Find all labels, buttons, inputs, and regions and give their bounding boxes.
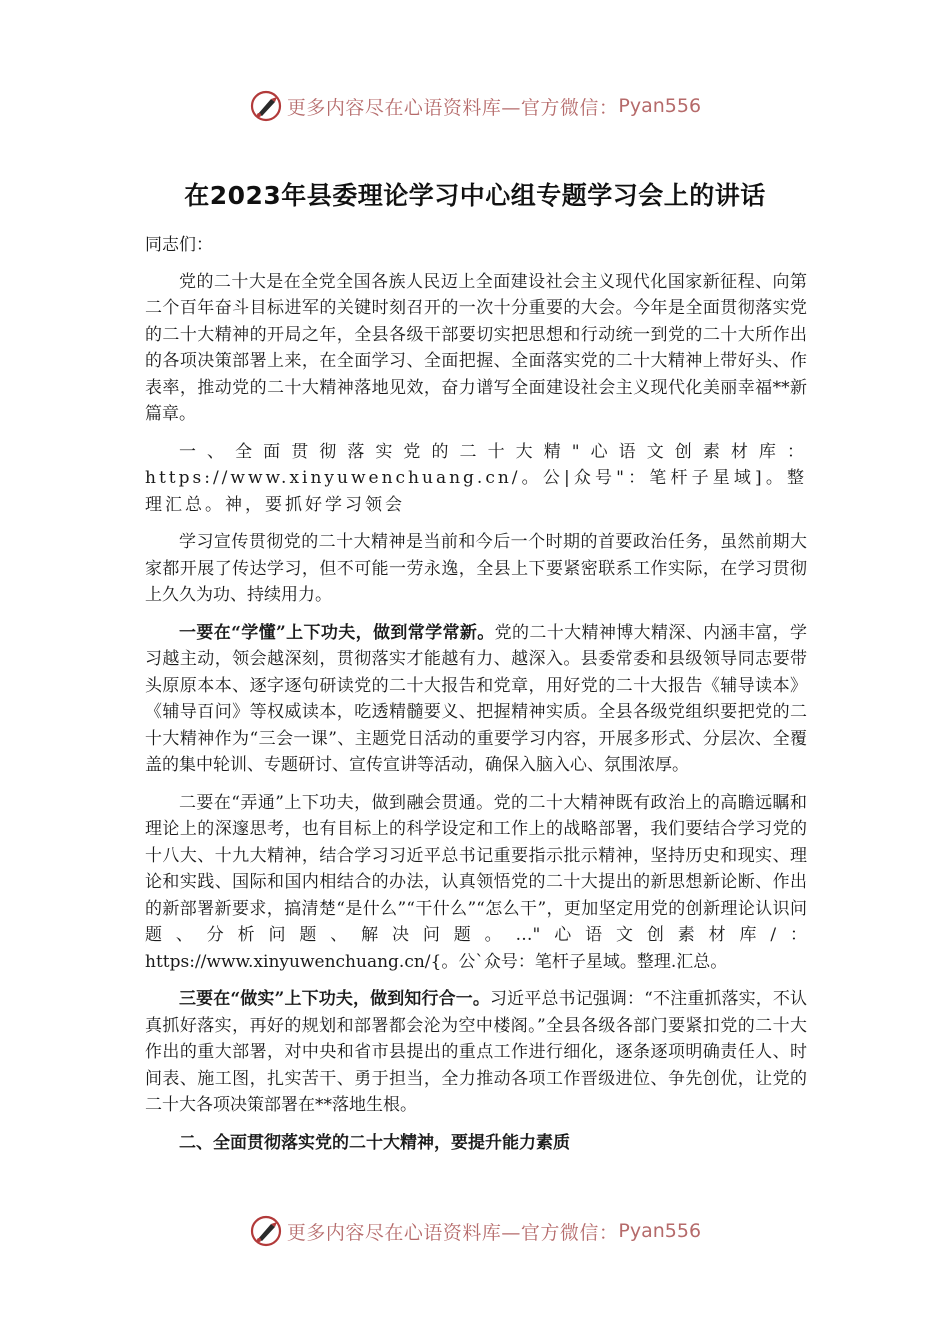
greeting: 同志们： <box>145 235 213 255</box>
document-body <box>145 232 807 1167</box>
paragraph-intro: 党的二十大是在全党全国各族人民迈上全面建设社会主义现代化国家新征程、向第二个百年奋斗目标进军的关键时刻召开的一次十分重要的大会。今年是全面贯彻落实党的二十大精神的开局之年，全县各级干部要切实把思想和行动统一到党的二十大所作出的各项决策部署上来，在全面学习、全面把握、全面落实党的二十大精神上带好头、作表率，推动党的二十大精神落地见效，奋力谱写全面建设社会主义现代化美丽幸福**新篇章。 <box>145 271 807 424</box>
watermark-text: 更多内容尽在心语资料库—官方微信： <box>286 1221 619 1244</box>
watermark-banner-bottom <box>0 1211 950 1251</box>
section-heading-2: 二、全面贯彻落实党的二十大精神，要提升能力素质 <box>179 1132 570 1153</box>
pen-nib-logo-icon <box>249 89 283 123</box>
paragraph-implement-body: 习近平总书记强调：“不注重抓落实，不认真抓好落实，再好的规划和部署都会沦为空中楼阁。”全县各级各部门要紧扣党的二十大作出的重大部署，对中央和省市县提出的重点工作进行细化，逐条逐项明确责任人、时间表、施工图，扎实苦干、勇于担当，全力推动各项工作晋级进位、争先创优，让党的二十大各项决策部署在**落地生根。 <box>145 989 807 1115</box>
paragraph-understand-body: 党的二十大精神博大精深、内涵丰富，学习越主动，领会越深刻，贯彻落实才能越有力、越深入。县委常委和县级领导同志要带头原原本本、逐字逐句研读党的二十大报告和党章，用好党的二十大报告《辅导读本》《辅导百问》等权威读本，吃透精髓要义、把握精神实质。全县各级党组织要把党的二十大精神作为“三会一课”、主题党日活动的重要学习内容，开展多形式、分层次、全覆盖的集中轮训、专题研讨、宣传宣讲等活动，确保入脑入心、氛围浓厚。 <box>145 622 808 775</box>
paragraph-implement <box>145 986 807 1119</box>
pen-nib-logo-icon <box>249 1214 283 1248</box>
section-heading-1: 一、全面贯彻落实党的二十大精"心语文创素材库：https://www.xinyuwenchuang.cn/。公|众号"：笔杆子星域]。整理汇总。神，要抓好学习领会 <box>145 441 807 515</box>
paragraph-implement-lead: 三要在“做实”上下功夫，做到知行合一。 <box>179 989 490 1009</box>
paragraph-understand <box>145 620 807 779</box>
paragraph-understand-lead: 一要在“学懂”上下功夫，做到常学常新。 <box>179 622 495 643</box>
watermark-wechat-id: Pyan556 <box>618 1220 702 1242</box>
paragraph-master: 二要在“弄通”上下功夫，做到融会贯通。党的二十大精神既有政治上的高瞻远瞩和理论上的深邃思考，也有目标上的科学设定和工作上的战略部署，我们要结合学习党的十八大、十九大精神，结合学习习近平总书记重要指示批示精神，坚持历史和现实、理论和实践、国际和国内相结合的办法，认真领悟党的二十大提出的新思想新论断、作出的新部署新要求，搞清楚“是什么”“干什么”“怎么干”，更加坚定用党的创新理论认识问题、分析问题、解决问题。…"心语文创素材库/：https://www.xinyuwenchuang.cn/{。公`众号：笔杆子星域。整理.汇总。 <box>145 792 807 972</box>
watermark-wechat-id: Pyan556 <box>618 95 702 117</box>
paragraph-study: 学习宣传贯彻党的二十大精神是当前和今后一个时期的首要政治任务，虽然前期大家都开展了传达学习，但不可能一劳永逸，全县上下要紧密联系工作实际，在学习贯彻上久久为功、持续用力。 <box>145 532 807 605</box>
watermark-text: 更多内容尽在心语资料库—官方微信： <box>286 96 619 119</box>
page-title: 在2023年县委理论学习中心组专题学习会上的讲话 <box>184 181 766 210</box>
watermark-banner-top <box>0 86 950 126</box>
